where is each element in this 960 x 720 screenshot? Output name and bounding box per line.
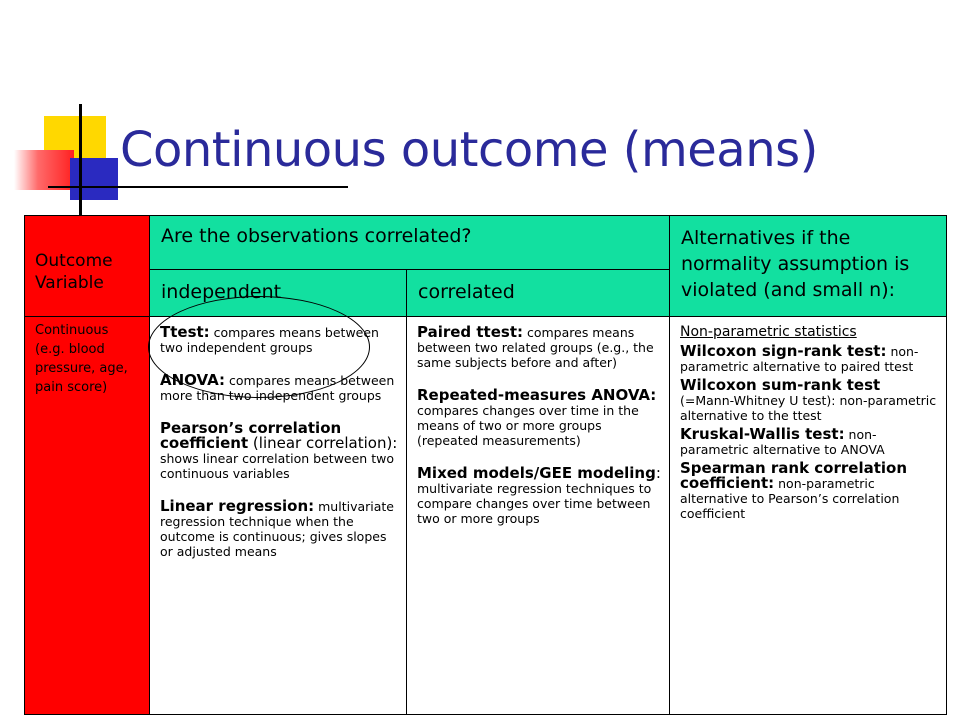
test-mixed-models: Mixed models/GEE modeling: multivariate regression techniques to compare changes over time between two or more groups — [417, 464, 661, 526]
outcome-cell — [25, 317, 150, 715]
correlated-cell — [407, 317, 670, 715]
correlated-question-label: Are the observations correlated? — [161, 225, 472, 247]
test-kruskal-wallis: Kruskal-Wallis test: non-parametric alternative to ANOVA — [680, 425, 885, 457]
decorative-red-bar — [14, 150, 74, 190]
alternatives-header — [670, 216, 947, 317]
independent-label: independent — [161, 281, 282, 303]
test-linear-regression: Linear regression: multivariate regression technique when the outcome is continuous; gives slopes or adjusted means — [160, 497, 394, 559]
alternatives-label: Alternatives if the normality assumption is violated (and small n): — [681, 227, 910, 301]
test-pearson: Pearson’s correlation coefficient (linear correlation): shows linear correlation between two continuous variables — [160, 419, 398, 481]
independent-header — [150, 270, 407, 317]
correlated-question-header — [150, 216, 670, 270]
test-repeated-measures-anova: Repeated-measures ANOVA: compares changes over time in the means of two or more groups (repeated measurements) — [417, 386, 657, 448]
correlated-label: correlated — [418, 281, 515, 303]
test-wilcoxon-sum-rank: Wilcoxon sum-rank test (=Mann-Whitney U test): non-parametric alternative to the ttest — [680, 376, 937, 423]
independent-cell — [150, 317, 407, 715]
decorative-horizontal-line — [48, 186, 348, 188]
slide-title: Continuous outcome (means) — [120, 122, 818, 178]
test-paired-ttest: Paired ttest: compares means between two related groups (e.g., the same subjects before and after) — [417, 323, 654, 370]
tests-table — [24, 215, 947, 715]
test-wilcoxon-sign-rank: Wilcoxon sign-rank test: non-parametric alternative to paired ttest — [680, 342, 919, 374]
nonparametric-heading: Non-parametric statistics — [680, 324, 857, 340]
outcome-example: (e.g. blood pressure, age, pain score) — [35, 342, 128, 395]
decorative-blue-square — [70, 158, 118, 200]
outcome-variable-header — [25, 216, 150, 317]
test-anova: ANOVA: compares means between more than two independent groups — [160, 371, 395, 403]
test-ttest: Ttest: compares means between two independent groups — [160, 323, 379, 355]
outcome-name: Continuous — [35, 323, 109, 338]
decorative-vertical-line — [79, 104, 82, 216]
outcome-variable-label: Outcome Variable — [35, 251, 113, 293]
correlated-header — [407, 270, 670, 317]
alternatives-cell — [670, 317, 947, 715]
test-spearman: Spearman rank correlation coefficient: non-parametric alternative to Pearson’s correlation coefficient — [680, 459, 908, 521]
